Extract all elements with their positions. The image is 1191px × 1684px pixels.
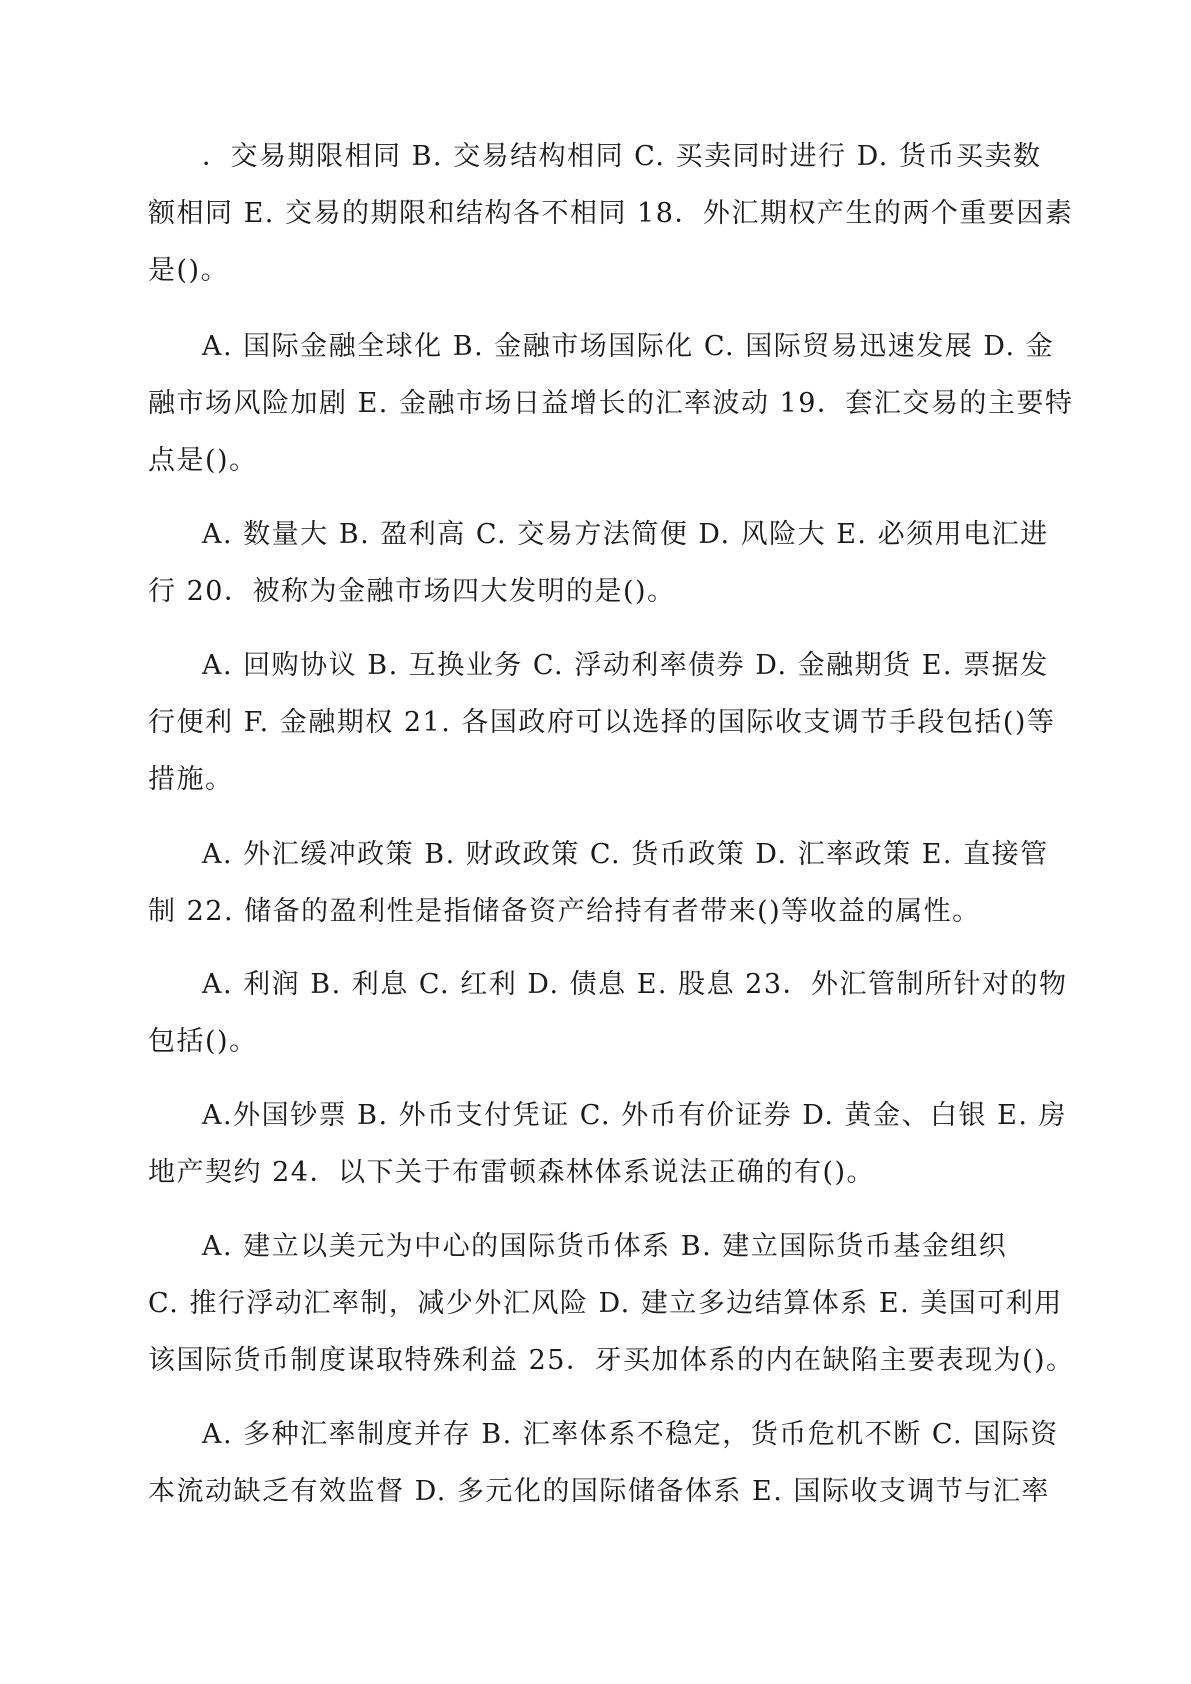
paragraph-q21-options [148, 826, 1048, 940]
text-line: A. 国际金融全球化 B. 金融市场国际化 C. 国际贸易迅速发展 D. 金 [202, 331, 1055, 362]
text-line: A. 利润 B. 利息 C. 红利 D. 债息 E. 股息 23．外汇管制所针对的物 [202, 969, 1068, 1000]
paragraph-q25-options [148, 1406, 1059, 1520]
text-line: 地产契约 24．以下关于布雷顿森林体系说法正确的有()。 [148, 1157, 876, 1188]
text-line: A. 数量大 B. 盈利高 C. 交易方法简便 D. 风险大 E. 必须用电汇进 [202, 519, 1049, 550]
text-line: 包括()。 [148, 1026, 258, 1057]
paragraph-q24-options [148, 1218, 1075, 1389]
text-line: 措施。 [148, 764, 234, 795]
paragraph-q18-options [148, 318, 1074, 489]
text-line: A. 多种汇率制度并存 B. 汇率体系不稳定，货币危机不断 C. 国际资 [202, 1419, 1059, 1450]
text-line: 行 20．被称为金融市场四大发明的是()。 [148, 576, 676, 607]
text-line: A.外国钞票 B. 外币支付凭证 C. 外币有价证券 D. 黄金、白银 E. 房 [202, 1100, 1068, 1131]
paragraph-q20-options [148, 637, 1056, 808]
text-line: ．交易期限相同 B. 交易结构相同 C. 买卖同时进行 D. 货币买卖数 [202, 141, 1042, 172]
text-line: 该国际货币制度谋取特殊利益 25．牙买加体系的内在缺陷主要表现为()。 [148, 1345, 1075, 1376]
text-line: C. 推行浮动汇率制，减少外汇风险 D. 建立多边结算体系 E. 美国可利用 [148, 1288, 1063, 1319]
paragraph-q23-options [148, 1087, 1068, 1201]
text-line: A. 外汇缓冲政策 B. 财政政策 C. 货币政策 D. 汇率政策 E. 直接管 [202, 839, 1049, 870]
paragraph-q19-options [148, 506, 1048, 620]
text-line: A. 回购协议 B. 互换业务 C. 浮动利率债券 D. 金融期货 E. 票据发 [202, 650, 1049, 681]
text-line: 额相同 E. 交易的期限和结构各不相同 18．外汇期权产生的两个重要因素 [148, 198, 1074, 229]
text-line: 融市场风险加剧 E. 金融市场日益增长的汇率波动 19．套汇交易的主要特 [148, 388, 1074, 419]
paragraph-q22-options [148, 956, 1068, 1070]
text-line: 行便利 F. 金融期权 21. 各国政府可以选择的国际收支调节手段包括()等 [148, 707, 1056, 738]
text-line: 制 22. 储备的盈利性是指储备资产给持有者带来()等收益的属性。 [148, 896, 981, 927]
text-line: 是()。 [148, 255, 230, 286]
text-line: 点是()。 [148, 445, 258, 476]
text-line: 本流动缺乏有效监督 D. 多元化的国际储备体系 E. 国际收支调节与汇率 [148, 1476, 1050, 1507]
text-line: A. 建立以美元为中心的国际货币体系 B. 建立国际货币基金组织 [202, 1231, 1008, 1262]
paragraph-q17-options [148, 128, 1074, 299]
